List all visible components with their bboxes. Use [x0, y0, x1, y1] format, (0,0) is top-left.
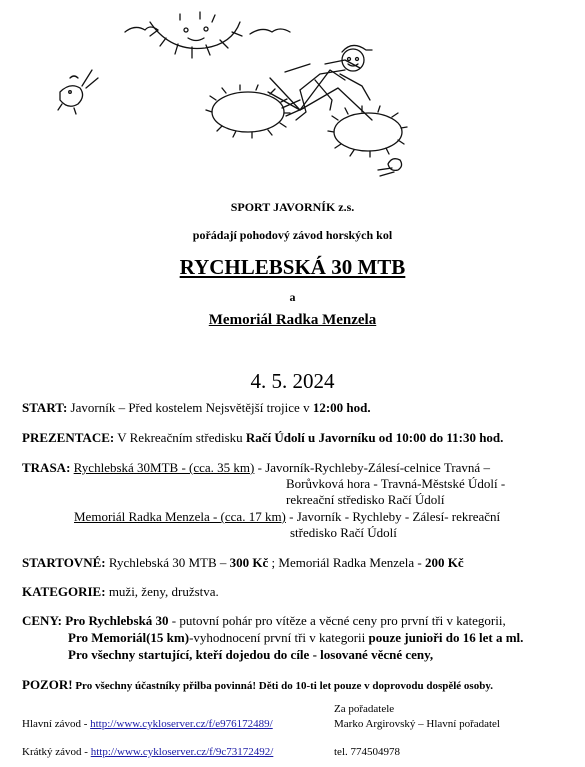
route-label: TRASA: — [22, 460, 71, 475]
route-line-2 — [74, 509, 500, 525]
prizes-line-1 — [22, 613, 506, 629]
subtitle: Memoriál Radka Menzela — [208, 312, 377, 328]
entry-fee-line — [22, 555, 464, 571]
organizer-name-footer: Marko Argirovský – Hlavní pořadatel — [334, 718, 500, 730]
start-line — [22, 400, 371, 416]
page-title: RYCHLEBSKÁ 30 MTB — [179, 255, 406, 279]
registration-text: V Rekreačním středisku — [114, 430, 246, 445]
route1-desc-3: rekreační středisko Račí Údolí — [286, 492, 445, 507]
entry-fee-price-1: 300 Kč — [229, 555, 269, 570]
category-line — [22, 584, 219, 600]
category-label: KATEGORIE: — [22, 584, 106, 599]
entry-fee-text-2: ; Memoriál Radka Menzela - — [268, 555, 425, 570]
prizes-route1: Pro Rychlebská 30 — [61, 613, 169, 628]
start-time: 12:00 hod. — [312, 400, 371, 415]
title-connector: a — [289, 290, 296, 304]
warning-label: POZOR! — [22, 677, 73, 692]
start-text: Javorník – Před kostelem Nejsvětější trojice — [67, 400, 304, 415]
entry-fee-label: STARTOVNÉ: — [22, 555, 106, 570]
route-line-1 — [22, 460, 490, 476]
organizer-name: SPORT JAVORNÍK z.s. — [230, 200, 355, 214]
prizes-label: CENY: — [22, 613, 62, 628]
main-race-label: Hlavní závod - — [22, 718, 91, 730]
route2-name: Memoriál Radka Menzela - (cca. 17 km) — [74, 509, 286, 524]
entry-fee-text-1: Rychlebská 30 MTB – — [105, 555, 230, 570]
organizer-caption: Za pořadatele — [334, 703, 395, 715]
prizes-route1-text: - putovní pohár pro vítěze a věcné ceny pro první tři v kategorii, — [168, 613, 506, 628]
entry-fee-price-2: 200 Kč — [424, 555, 464, 570]
route1-desc-2: Borůvková hora - Travná-Městské Údolí - — [286, 476, 506, 491]
route2-desc-2: středisko Račí Údolí — [290, 525, 397, 540]
start-label: START: — [22, 400, 68, 415]
registration-label: PREZENTACE: — [22, 430, 115, 445]
prizes-line-2 — [68, 630, 523, 646]
main-race-line — [22, 718, 273, 730]
prizes-line-3: Pro všechny startující, kteří dojedou do cíle - losované věcné ceny, — [68, 647, 434, 662]
short-race-line — [22, 746, 273, 758]
main-race-link[interactable]: http://www.cykloserver.cz/f/e976172489/ — [90, 718, 273, 730]
route2-desc-1: - Javorník - Rychleby - Zálesí- rekreační — [285, 509, 501, 524]
route1-desc-1: - Javorník-Rychleby-Zálesí-celnice Travná – — [254, 460, 490, 475]
short-race-link[interactable]: http://www.cykloserver.cz/f/9c73172492/ — [90, 746, 274, 758]
prizes-route2: Pro Memoriál(15 km) — [68, 630, 190, 645]
prizes-route2-juniors: pouze junioři do 16 let a ml. — [368, 630, 524, 645]
short-race-label: Krátký závod - — [22, 746, 91, 758]
warning-line — [22, 677, 493, 693]
start-time-prefix: v — [303, 400, 313, 415]
organizer-phone: tel. 774504978 — [334, 746, 400, 758]
event-date: 4. 5. 2024 — [250, 369, 335, 393]
cyclist-sketch-icon — [0, 0, 585, 180]
route1-name: Rychlebská 30MTB - (cca. 35 km) — [73, 460, 255, 475]
prizes-route2-text: -vyhodnocení první tři v kategorii — [189, 630, 369, 645]
registration-place: Račí Údolí u Javorníku od 10:00 do 11:30 hod. — [245, 430, 504, 445]
warning-text: Pro všechny účastníky přilba povinná! Děti do 10-ti let pouze v doprovodu dospělé osoby. — [72, 680, 493, 692]
registration-line — [22, 430, 503, 446]
category-text: muži, ženy, družstva. — [105, 584, 219, 599]
tagline: pořádají pohodový závod horských kol — [192, 228, 393, 242]
